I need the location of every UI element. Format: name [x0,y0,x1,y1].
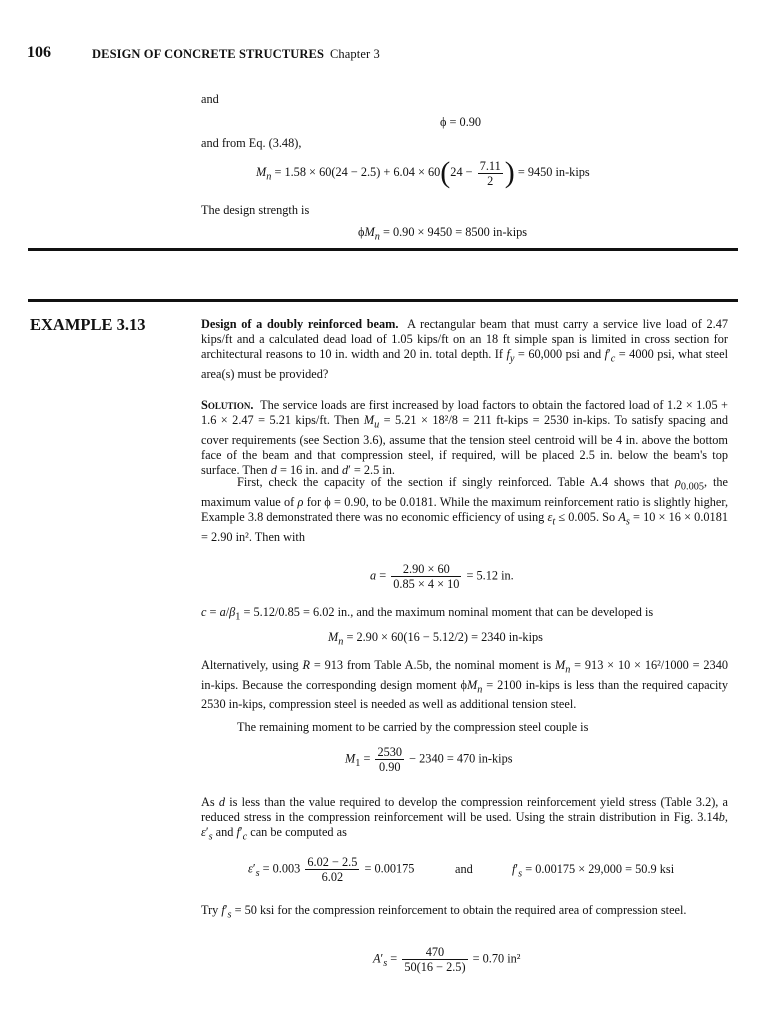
eq-mn-2: $M_n = 2.90 \times 60(16 - 5.12/2) = 2340$ in-kips [328,630,543,648]
text-design-strength: The design strength is [201,203,310,217]
try-paragraph: Try $f'_s = 50$ ksi for the compression reinforcement to obtain the required area of compression steel. [201,903,687,921]
text-and: and [201,92,219,106]
eq-as-prime: $A'_s$ = $\frac{470}{50(16 - 2.5)}$ = 0.70 in² [373,945,521,974]
as-fraction: $\frac{470}{50(16 - 2.5)}$ [404,945,466,974]
eq-mn-1: $M_n = 1.58 \times 60(24 - 2.5) + 6.04 \times 60(24$ − $\frac{7.11}{2}$ ) = 9450 in-kips [256,156,590,189]
eq-m1: $M_1$ = $\frac{2530}{0.90}$ − 2340 = 470 in-kips [345,745,513,774]
text-c-value: $c = a/\beta_1 = 5.12/0.85 = 6.02$ in., and the maximum nominal moment that can be developed is [201,605,654,623]
eq-fs: $f'_s = 0.00175 \times 29,000 = 50.9$ ksi [512,862,675,880]
eq-phi-mn: $\phi M_n = 0.90 \times 9450 = 8500$ in-kips [358,225,528,243]
example-statement: Design of a doubly reinforced beam. A rectangular beam that must carry a service live load of 2.47 kips/ft and a calculated dead load of 1.05 kips/ft on an 18 ft simple span is limited in cross section for architectural reasons to 10 in. width and 20 in. total depth. If $f_y = 60,000$ psi and $f'_c = 4000$ psi, what steel area(s) must be provided? [201,317,729,382]
eq-strain: $\varepsilon'_s = 0.003$ $\frac{6.02 - 2.5}{6.02}$ = 0.00175 [248,855,415,884]
alternative-paragraph: Alternatively, using R = 913 from Table A.5b, the nominal moment is $M_n = 913 \times 10 \times 16^2/1000 = 2340$ in-kips. Because the corresponding design moment $\phi M_n = 2100$ in-kips is less than the required capacity 2530 in-kips, compression steel is needed as well as additional tension steel. [201,658,729,712]
mn-fraction: $\frac{7.11}{2}$ [479,158,501,188]
a-fraction: $\frac{2.90 \times 60}{0.85 \times 4 \times 10}$ [393,562,460,591]
strain-fraction: $\frac{6.02 - 2.5}{6.02}$ [307,855,358,884]
solution-paragraph-1: Solution. The service loads are first increased by load factors to obtain the factored load of 1.2 × 1.05 + 1.6 × 2.47 = 5.21 kips/ft. Then $M_u = 5.21 \times 18^2/8 = 211$ ft-kips = 2530 in-kips. To satisfy spacing and cover requirements (see Section 3.6), assume that the tension steel centroid will be 4 in. above the bottom face of the beam and that compression steel, if required, will be placed 2.5 in. below the beam's top surface. Then d = 16 in. and d′ = 2.5 in. [201,398,729,478]
text-remaining-moment: The remaining moment to be carried by the compression steel couple is [237,720,589,734]
text-and-2: and [455,862,473,876]
running-header [92,47,380,62]
section-rule-example [28,299,738,302]
book-title: DESIGN OF CONCRETE STRUCTURES [92,47,324,61]
page-number: 106 [27,44,51,61]
example-label: EXAMPLE 3.13 [30,315,146,334]
section-rule-top [28,248,738,251]
m1-fraction: $\frac{2530}{0.90}$ [377,745,403,774]
solution-paragraph-2: First, check the capacity of the section if singly reinforced. Table A.4 shows that $\rho_{0.005}$, the maximum value of ρ for ϕ = 0.90, to be 0.0181. While the maximum reinforcement ratio is slightly higher, Example 3.8 demonstrated there was no economic efficiency of using $\varepsilon_t \le 0.005$. So $A_s = 10 \times 16 \times 0.0181 = 2.90$ in². Then with [201,475,729,544]
chapter-label: Chapter 3 [330,47,380,61]
eq-a: a = $\frac{2.90 \times 60}{0.85 \times 4 \times 10}$ = 5.12 in. [370,562,514,591]
eq-phi: ϕ = 0.90 [440,115,482,129]
strain-paragraph: As d is less than the value required to develop the compression reinforcement yield stress (Table 3.2), a reduced stress in the compression reinforcement will be used. Using the strain distribution in Fig. 3.14b, $\varepsilon'_s$ and $f'_c$ can be computed as [201,795,729,843]
text-from-eq: and from Eq. (3.48), [201,136,302,150]
solution-label: Solution. [201,398,254,412]
example-heading: Design of a doubly reinforced beam. [201,317,399,331]
